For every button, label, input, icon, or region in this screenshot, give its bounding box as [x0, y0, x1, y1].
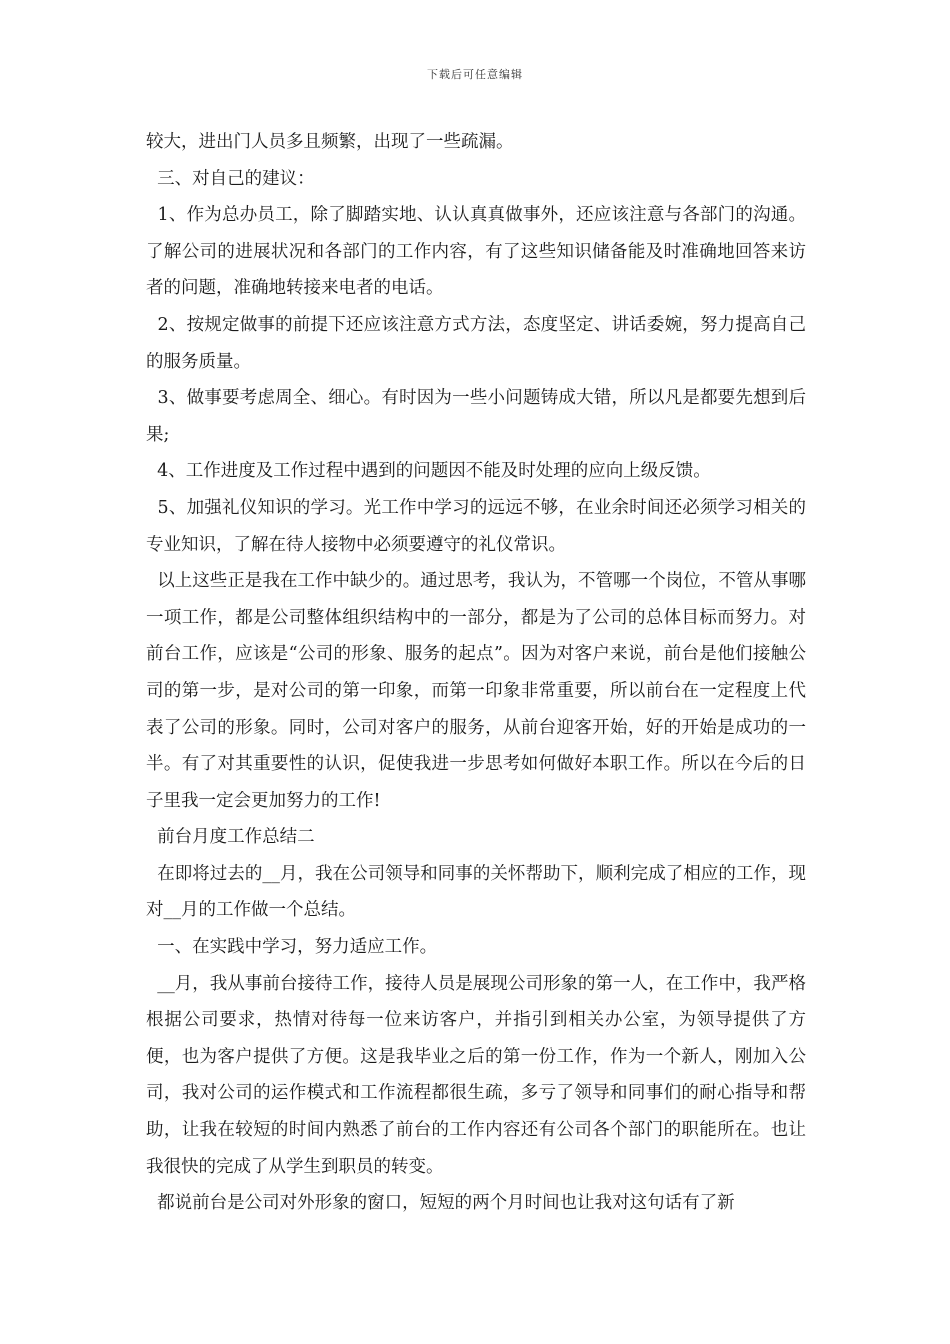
paragraph: 1、作为总办员工，除了脚踏实地、认认真真做事外，还应该注意与各部门的沟通。了解公司的进展状况和各部门的工作内容，有了这些知识储备能及时准确地回答来访者的问题，准确地转接来电者的电话。 [146, 205, 806, 299]
document-body [146, 124, 806, 1222]
paragraph: 2、按规定做事的前提下还应该注意方式方法，态度坚定、讲话委婉，努力提高自己的服务质量。 [146, 314, 806, 372]
section-heading: 一、在实践中学习，努力适应工作。 [146, 937, 438, 958]
section-title: 前台月度工作总结二 [146, 827, 315, 848]
page-header: 下载后可任意编辑 [427, 68, 523, 81]
paragraph: 5、加强礼仪知识的学习。光工作中学习的远远不够，在业余时间还必须学习相关的专业知识，了解在待人接物中必须要遵守的礼仪常识。 [146, 497, 806, 555]
paragraph: 3、做事要考虑周全、细心。有时因为一些小问题铸成大错，所以凡是都要先想到后果; [146, 388, 806, 445]
paragraph: 在即将过去的__月，我在公司领导和同事的关怀帮助下，顺利完成了相应的工作，现对__月的工作做一个总结。 [146, 863, 806, 921]
section-heading: 三、对自己的建议： [146, 168, 315, 189]
paragraph: 较大，进出门人员多且频繁，出现了一些疏漏。 [146, 132, 514, 152]
paragraph: 以上这些正是我在工作中缺少的。通过思考，我认为，不管哪一个岗位，不管从事哪一项工作，都是公司整体组织结构中的一部分，都是为了公司的总体目标而努力。对前台工作，应该是“公司的形象、服务的起点”。因为对客户来说，前台是他们接触公司的第一步，是对公司的第一印象，而第一印象非常重要，所以前台在一定程度上代表了公司的形象。同时，公司对客户的服务，从前台迎客开始，好的开始是成功的一半。有了对其重要性的认识，促使我进一步思考如何做好本职工作。所以在今后的日子里我一定会更加努力的工作! [146, 571, 806, 811]
paragraph: 4、工作进度及工作过程中遇到的问题因不能及时处理的应向上级反馈。 [146, 461, 711, 482]
paragraph: __月，我从事前台接待工作，接待人员是展现公司形象的第一人，在工作中，我严格根据公司要求，热情对待每一位来访客户，并指引到相关办公室，为领导提供了方便，也为客户提供了方便。这是我毕业之后的第一份工作，作为一个新人，刚加入公司，我对公司的运作模式和工作流程都很生疏，多亏了领导和同事们的耐心指导和帮助，让我在较短的时间内熟悉了前台的工作内容还有公司各个部门的职能所在。也让我很快的完成了从学生到职员的转变。 [146, 973, 806, 1177]
paragraph: 都说前台是公司对外形象的窗口，短短的两个月时间也让我对这句话有了新 [146, 1193, 735, 1214]
